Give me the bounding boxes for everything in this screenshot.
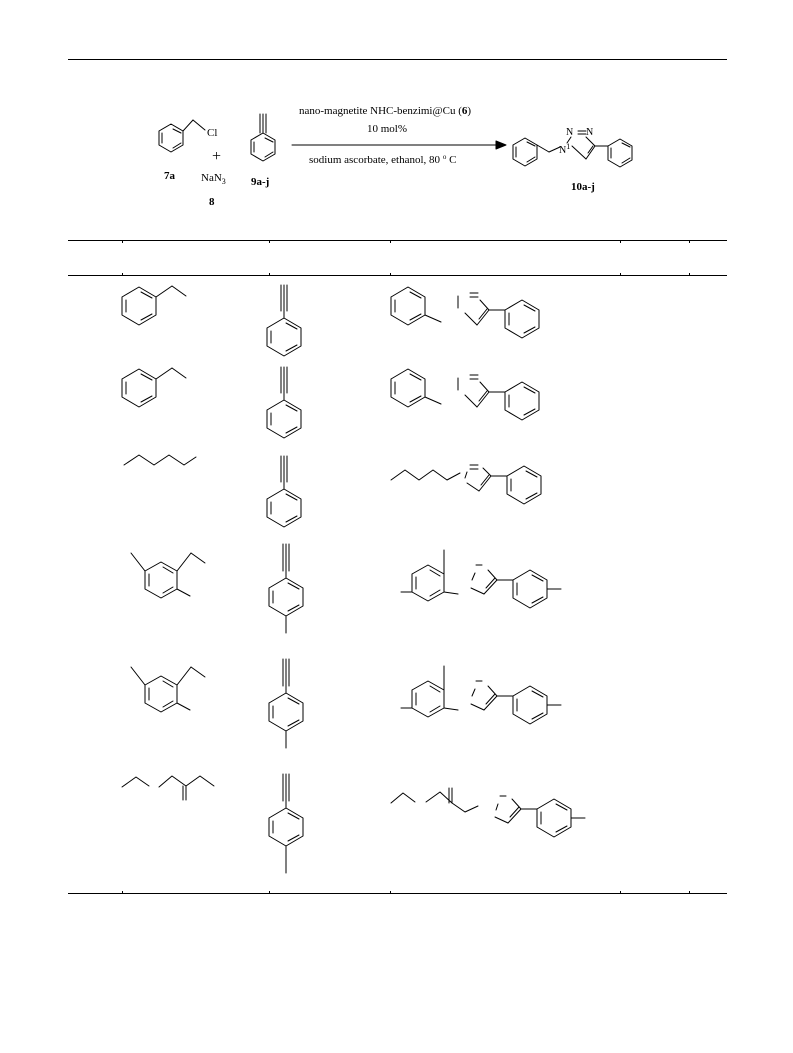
phenylacetylene-structure [251, 114, 275, 161]
reaction-conditions: sodium ascorbate, ethanol, 80 $^o$ C [309, 153, 457, 166]
sodium-azide-label: NaN$_3$ [201, 172, 226, 186]
product-structure-row4 [401, 550, 561, 608]
alkyne-structure-row6 [269, 774, 303, 873]
plus-sign: + [212, 148, 222, 165]
table-row [122, 774, 585, 873]
halide-structure-row3 [124, 455, 196, 465]
product-structure-row6 [391, 788, 585, 837]
triazole-n1: $N^1$ [559, 142, 571, 156]
compound-label-8: 8 [209, 196, 215, 208]
product-structure-row3 [391, 465, 541, 504]
product-structure-row1 [391, 287, 539, 338]
table-row [122, 367, 539, 438]
alkyne-structure-row2 [267, 367, 301, 438]
halide-structure-row6 [122, 776, 214, 800]
table-row [124, 455, 541, 527]
alkyne-structure-row4 [269, 544, 303, 633]
product-structure-row5 [401, 666, 561, 724]
catalyst-loading: 10 mol% [367, 123, 408, 135]
compound-label-9a-j: 9a-j [251, 176, 270, 188]
halide-structure-row5 [131, 667, 205, 712]
compound-label-7a: 7a [164, 170, 175, 182]
compound-label-10a-j: 10a-j [571, 181, 595, 193]
table-row [131, 544, 561, 633]
alkyne-structure-row1 [267, 285, 301, 356]
chlorine-atom-label: Cl [207, 127, 218, 139]
triazole-n-top-right: N [586, 127, 594, 138]
alkyne-structure-row5 [269, 659, 303, 748]
alkyne-structure-row3 [267, 456, 301, 527]
halide-structure-row1 [122, 286, 186, 325]
halide-structure-row4 [131, 553, 205, 598]
table-row [122, 285, 539, 356]
product-structure-row2 [391, 369, 539, 420]
halide-structure-row2 [122, 368, 186, 407]
benzyl-chloride-structure [159, 120, 205, 152]
table-row [131, 659, 561, 748]
reaction-arrow [292, 141, 506, 149]
triazole-n-top-left: N [566, 127, 574, 138]
catalyst-label: nano-magnetite NHC-benzimi@Cu (6) [299, 105, 472, 117]
